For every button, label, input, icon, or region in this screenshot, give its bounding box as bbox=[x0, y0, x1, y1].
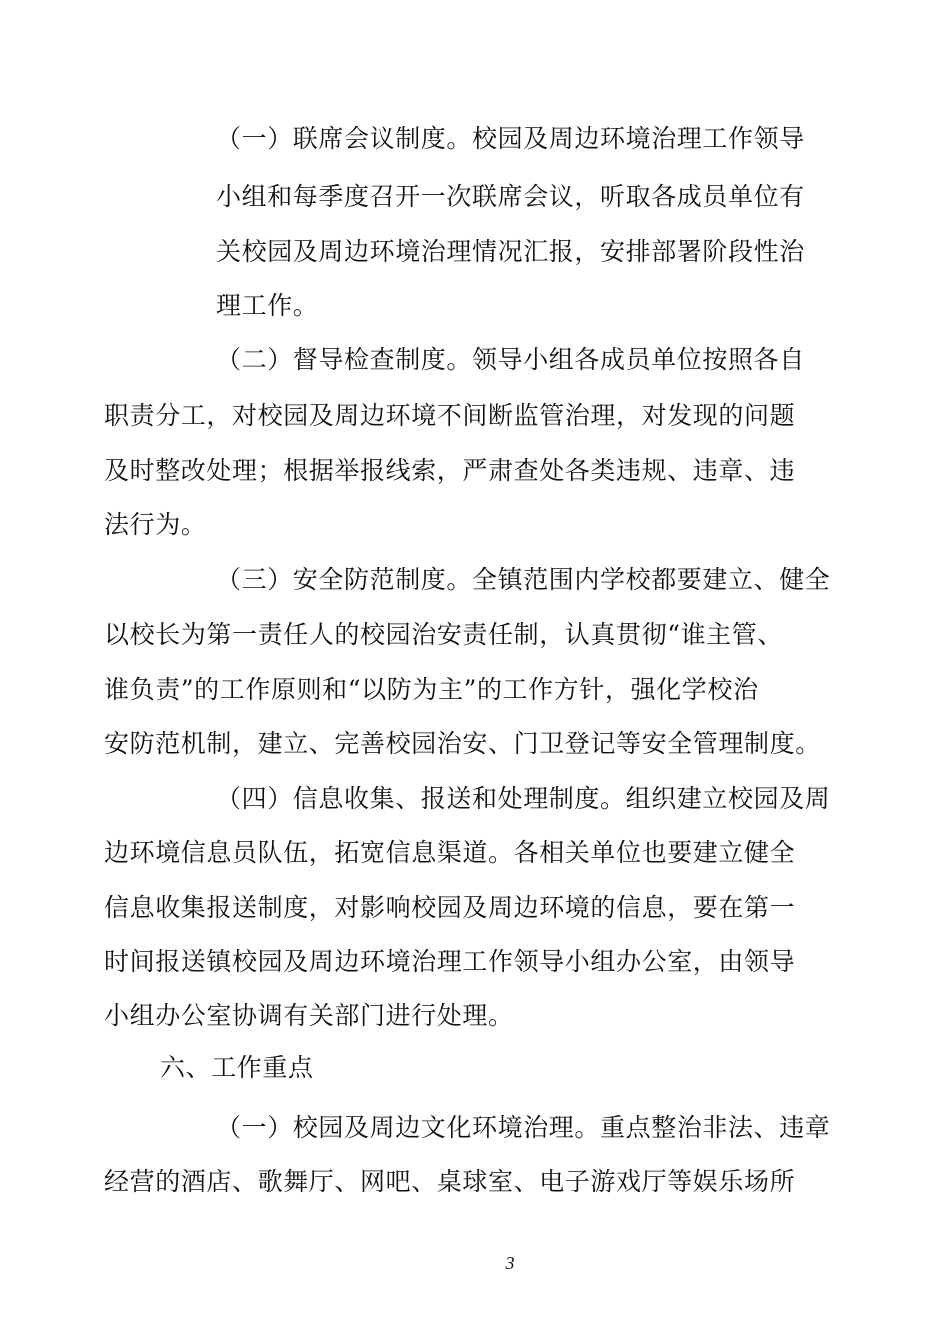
paragraph-4-line-3: 信息收集报送制度，对影响校园及周边环境的信息，要在第一 bbox=[104, 893, 796, 922]
paragraph-2-line-4: 法行为。 bbox=[104, 510, 207, 539]
paragraph-4-line-5: 小组办公室协调有关部门进行处理。 bbox=[104, 1001, 514, 1030]
paragraph-3-line-2: 以校长为第一责任人的校园治安责任制，认真贯彻“谁主管、 bbox=[104, 620, 783, 649]
paragraph-5-line-1: （一）校园及周边文化环境治理。重点整治非法、违章 bbox=[216, 1113, 831, 1142]
paragraph-1-line-2: 小组和每季度召开一次联席会议，听取各成员单位有 bbox=[216, 182, 805, 211]
paragraph-3-line-1: （三）安全防范制度。全镇范围内学校都要建立、健全 bbox=[216, 565, 831, 594]
paragraph-3-line-3: 谁负责”的工作原则和“以防为主”的工作方针，强化学校治 bbox=[104, 675, 759, 704]
paragraph-4-line-2: 边环境信息员队伍，拓宽信息渠道。各相关单位也要建立健全 bbox=[104, 838, 796, 867]
paragraph-3-line-4: 安防范机制，建立、完善校园治安、门卫登记等安全管理制度。 bbox=[104, 729, 821, 758]
paragraph-1-line-1: （一）联席会议制度。校园及周边环境治理工作领导 bbox=[216, 124, 805, 153]
section-heading-6: 六、工作重点 bbox=[160, 1053, 314, 1082]
paragraph-2-line-3: 及时整改处理；根据举报线索，严肃查处各类违规、违章、违 bbox=[104, 456, 796, 485]
paragraph-4-line-4: 时间报送镇校园及周边环境治理工作领导小组办公室，由领导 bbox=[104, 947, 796, 976]
paragraph-2-line-1: （二）督导检查制度。领导小组各成员单位按照各自 bbox=[216, 345, 805, 374]
paragraph-2-line-2: 职责分工，对校园及周边环境不间断监管治理，对发现的问题 bbox=[104, 401, 796, 430]
paragraph-5-line-2: 经营的酒店、歌舞厅、网吧、桌球室、电子游戏厅等娱乐场所 bbox=[104, 1167, 796, 1196]
paragraph-1-line-4: 理工作。 bbox=[216, 291, 319, 320]
paragraph-4-line-1: （四）信息收集、报送和处理制度。组织建立校园及周 bbox=[216, 784, 831, 813]
paragraph-1-line-3: 关校园及周边环境治理情况汇报，安排部署阶段性治 bbox=[216, 237, 805, 266]
page-number: 3 bbox=[505, 1253, 515, 1273]
